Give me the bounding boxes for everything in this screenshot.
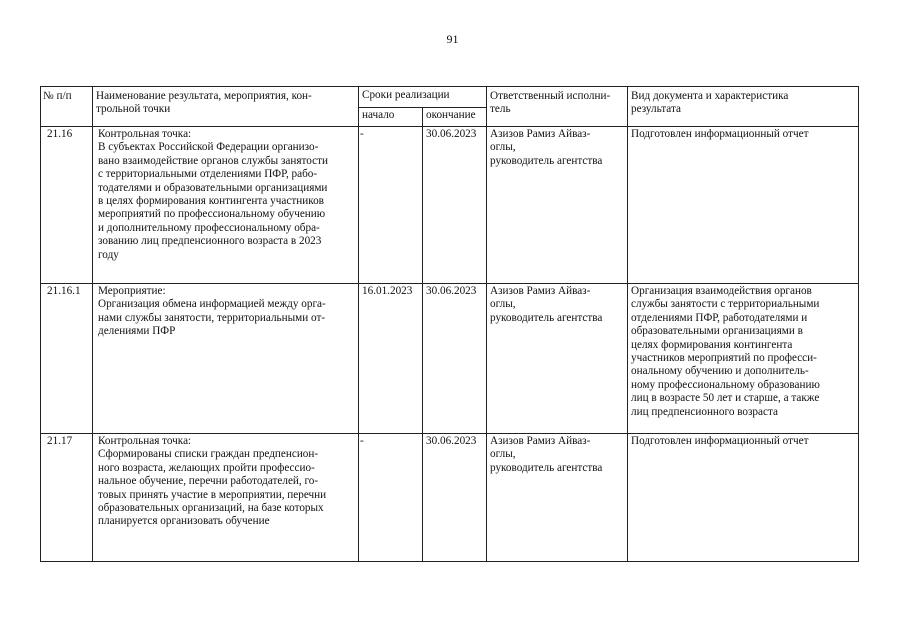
row-number: 21.16.1 (41, 284, 93, 434)
row-start-date: 16.01.2023 (359, 284, 423, 434)
header-name: Наименование результата, мероприятия, кон- трольной точки (93, 87, 359, 127)
header-responsible: Ответственный исполни- тель (487, 87, 628, 127)
header-deadlines: Сроки реализации (359, 87, 487, 108)
table-row (41, 434, 859, 562)
row-number: 21.17 (41, 434, 93, 562)
page-number: 91 (446, 32, 459, 46)
row-start-date: - (359, 434, 423, 562)
row-document: Подготовлен информационный отчет (628, 434, 859, 562)
row-name: Контрольная точка: В субъектах Российской Федерации организо- вано взаимодействие органов службы занятости с территориальными отделениями ПФР, рабо- тодателями и образовательными организациями в целях формирования контингента участников мероприятий по профессиональному обучению и дополнительному профессиональному обра- зованию лиц предпенсионного возраста в 2023 году (93, 127, 359, 284)
row-responsible: Азизов Рамиз Айваз- оглы, руководитель агентства (487, 127, 628, 284)
row-name: Мероприятие: Организация обмена информацией между орга- нами службы занятости, территориальными от- делениями ПФР (93, 284, 359, 434)
row-responsible: Азизов Рамиз Айваз- оглы, руководитель агентства (487, 434, 628, 562)
row-responsible: Азизов Рамиз Айваз- оглы, руководитель агентства (487, 284, 628, 434)
header-start: начало (359, 108, 423, 127)
row-name: Контрольная точка: Сформированы списки граждан предпенсион- ного возраста, желающих пройти профессио- нальное обучение, перечни работодателей, го- товых принять участие в мероприятии, перечни образовательных организаций, на базе которых планируется организовать обучение (93, 434, 359, 562)
table-header-row (41, 87, 859, 108)
row-document: Подготовлен информационный отчет (628, 127, 859, 284)
header-number: № п/п (41, 87, 93, 127)
table-row (41, 284, 859, 434)
row-end-date: 30.06.2023 (423, 434, 487, 562)
row-end-date: 30.06.2023 (423, 127, 487, 284)
row-end-date: 30.06.2023 (423, 284, 487, 434)
row-start-date: - (359, 127, 423, 284)
row-number: 21.16 (41, 127, 93, 284)
header-end: окончание (423, 108, 487, 127)
row-document: Организация взаимодействия органов службы занятости с территориальными отделениями ПФР, работодателями и образовательными организациями в целях формирования контингента участников мероприятий по професси- ональному обучению и дополнитель- ному профессиональному образованию лиц в возрасте 50 лет и старше, а также лиц предпенсионного возраста (628, 284, 859, 434)
table-row (41, 127, 859, 284)
header-document: Вид документа и характеристика результата (628, 87, 859, 127)
implementation-plan-table (40, 86, 859, 562)
